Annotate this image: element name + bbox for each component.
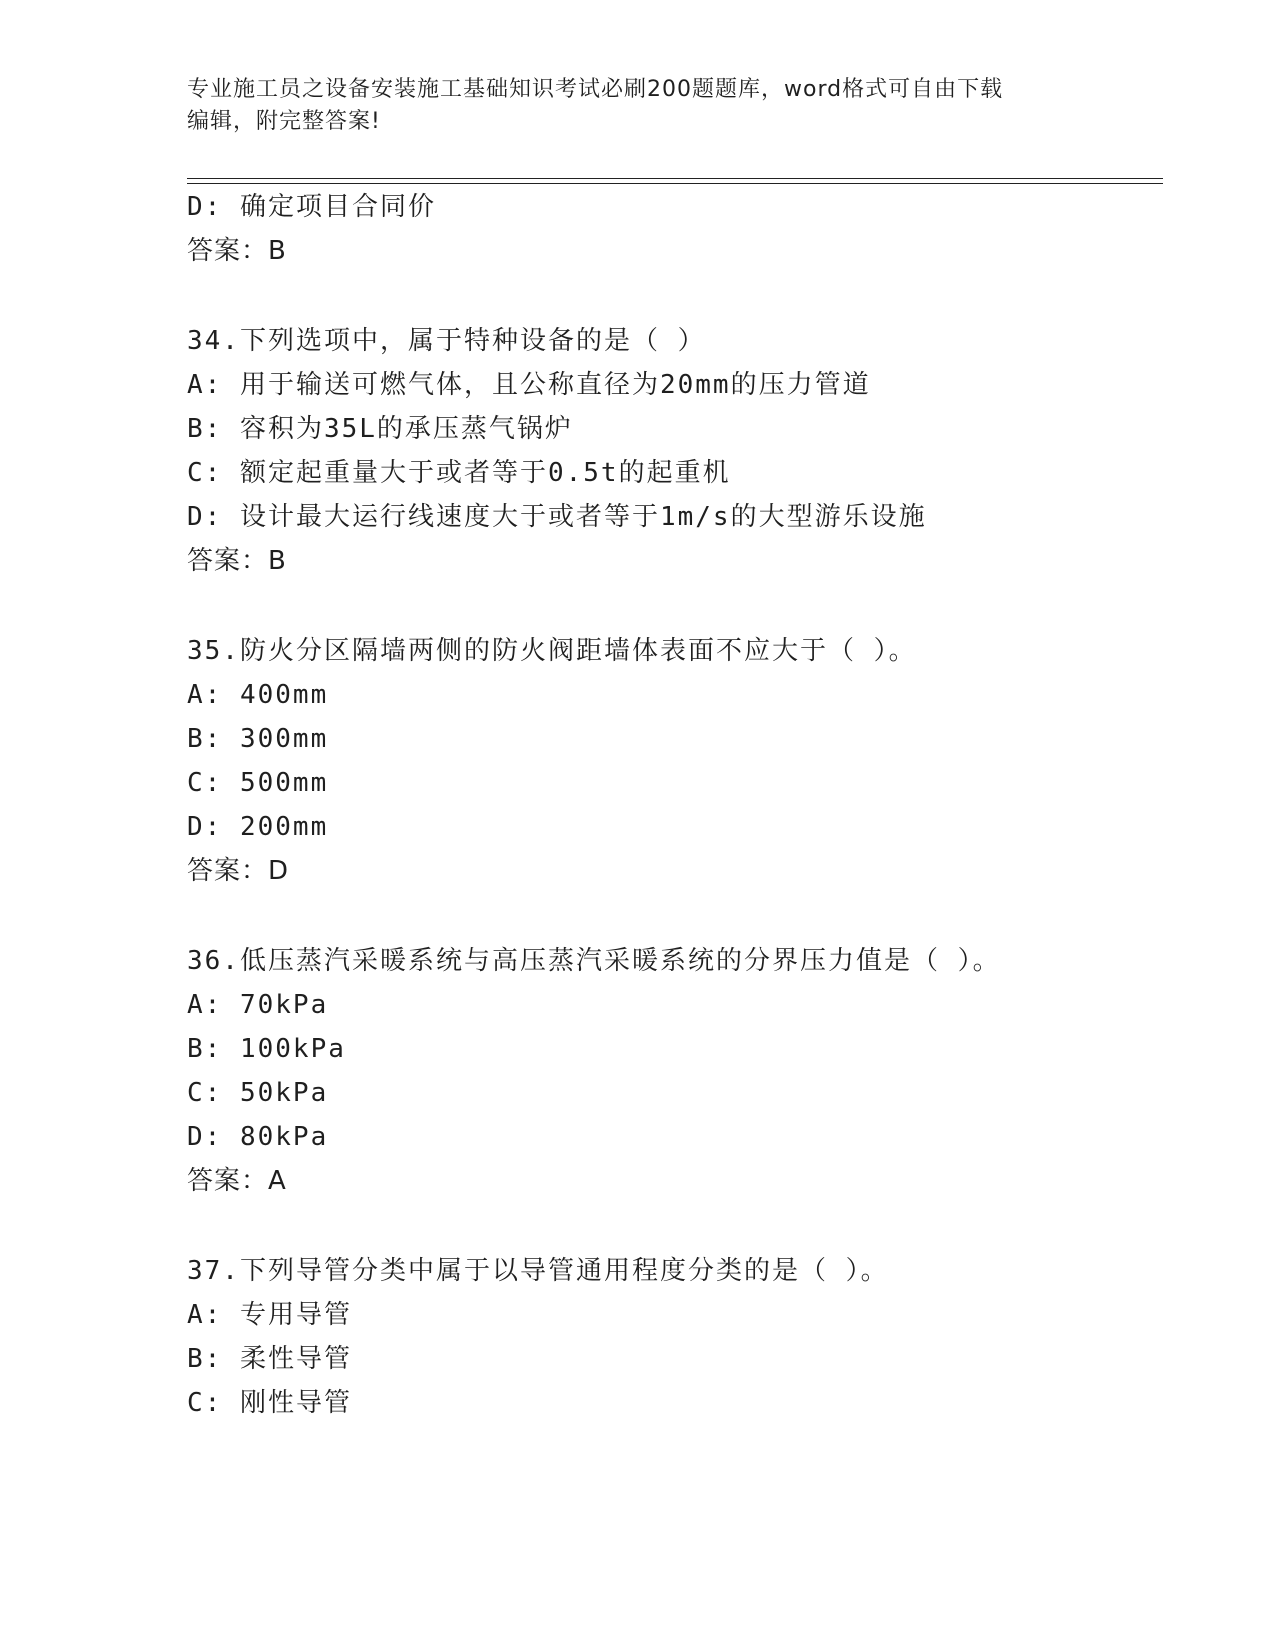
question-35-option-b: B: 300mm	[187, 724, 329, 754]
header-rule-bottom	[187, 183, 1163, 184]
question-34-option-d: D: 设计最大运行线速度大于或者等于1m/s的大型游乐设施	[187, 502, 927, 532]
question-35-option-c: C: 500mm	[187, 768, 329, 798]
question-37-stem: 37.下列导管分类中属于以导管通用程度分类的是（ ）。	[187, 1256, 889, 1286]
document-header	[187, 74, 1087, 138]
prev-answer: 答案：B	[187, 236, 287, 266]
question-35-answer: 答案：D	[187, 856, 290, 886]
question-34-answer: 答案：B	[187, 546, 287, 576]
question-35-option-d: D: 200mm	[187, 812, 329, 842]
question-34-stem: 34.下列选项中，属于特种设备的是（ ）	[187, 326, 706, 356]
header-title-line-1: 专业施工员之设备安装施工基础知识考试必刷200题题库，word格式可自由下载	[187, 77, 1004, 102]
question-36-stem: 36.低压蒸汽采暖系统与高压蒸汽采暖系统的分界压力值是（ ）。	[187, 946, 1001, 976]
question-36-option-c: C: 50kPa	[187, 1078, 329, 1108]
question-34-option-b: B: 容积为35L的承压蒸气锅炉	[187, 414, 573, 444]
question-34-option-a: A: 用于输送可燃气体，且公称直径为20mm的压力管道	[187, 370, 871, 400]
question-37-option-c: C: 刚性导管	[187, 1388, 352, 1418]
header-title-line-2: 编辑，附完整答案!	[187, 109, 381, 134]
prev-option-d: D: 确定项目合同价	[187, 192, 436, 222]
question-34-option-c: C: 额定起重量大于或者等于0.5t的起重机	[187, 458, 731, 488]
question-35-stem: 35.防火分区隔墙两侧的防火阀距墙体表面不应大于（ ）。	[187, 636, 917, 666]
question-36-option-b: B: 100kPa	[187, 1034, 346, 1064]
question-36-answer: 答案：A	[187, 1166, 287, 1196]
question-37-option-b: B: 柔性导管	[187, 1344, 352, 1374]
question-36-option-d: D: 80kPa	[187, 1122, 329, 1152]
question-36-option-a: A: 70kPa	[187, 990, 329, 1020]
question-37-option-a: A: 专用导管	[187, 1300, 352, 1330]
header-rule-top	[187, 178, 1163, 179]
question-35-option-a: A: 400mm	[187, 680, 329, 710]
